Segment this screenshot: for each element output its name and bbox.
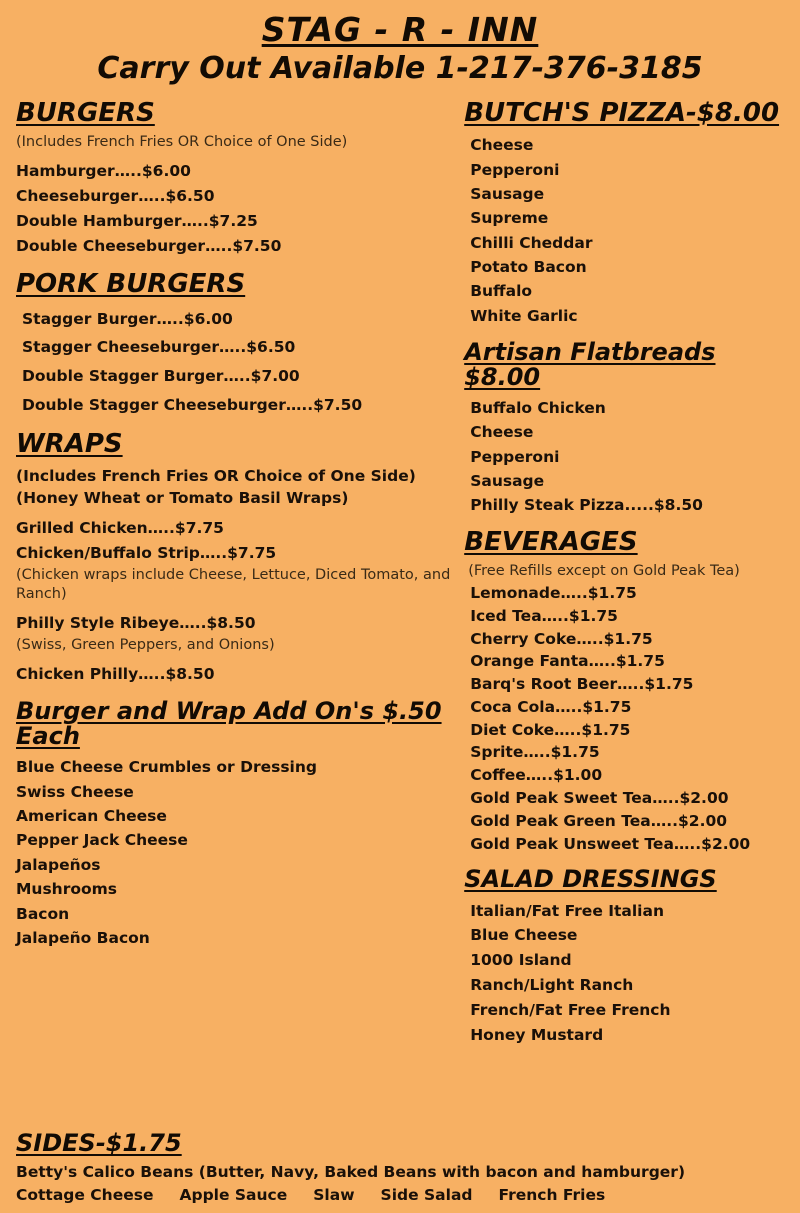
sides-section: [10, 1119, 790, 1207]
list-item: Buffalo: [470, 282, 533, 301]
list-item: Coffee…..$1.00: [470, 766, 603, 785]
list-item: French Fries: [498, 1185, 606, 1204]
list-item: Italian/Fat Free Italian: [470, 901, 664, 920]
wraps-list: [16, 516, 464, 566]
list-item: Stagger Cheeseburger…..$6.50: [22, 338, 296, 357]
list-item: Buffalo Chicken: [470, 399, 606, 418]
list-item: Sausage: [470, 184, 545, 203]
carry-out-subtitle: Carry Out Available 1-217-376-3185: [97, 51, 703, 86]
list-item: Jalapeños: [16, 855, 101, 874]
list-item: Cherry Coke…..$1.75: [470, 629, 653, 648]
menu-header: [10, 10, 790, 86]
add-ons-list: [16, 755, 464, 951]
section-heading-wraps: WRAPS: [16, 429, 123, 460]
burgers-list: [16, 159, 464, 259]
list-item: Diet Coke…..$1.75: [470, 720, 631, 739]
page-title: STAG - R - INN: [261, 10, 539, 49]
list-item: Swiss Cheese: [16, 782, 134, 801]
list-item: Honey Mustard: [470, 1025, 604, 1044]
section-heading-pork-burgers: PORK BURGERS: [16, 269, 246, 300]
burgers-note: (Includes French Fries OR Choice of One Side): [16, 134, 348, 151]
list-item: Double Stagger Cheeseburger…..$7.50: [22, 395, 363, 414]
list-item: Coca Cola…..$1.75: [470, 697, 632, 716]
list-item: Jalapeño Bacon: [16, 929, 150, 948]
list-item: American Cheese: [16, 806, 167, 825]
list-item: Blue Cheese Crumbles or Dressing: [16, 758, 317, 777]
list-item: Pepper Jack Cheese: [16, 831, 188, 850]
list-item: Gold Peak Green Tea…..$2.00: [470, 811, 728, 830]
list-item: Pepperoni: [470, 447, 560, 466]
section-heading-add-ons: Burger and Wrap Add On's $.50 Each: [16, 696, 442, 750]
salad-dressings-list: [464, 899, 790, 1048]
list-item: Cheese: [470, 423, 534, 442]
list-item: Cottage Cheese: [16, 1185, 154, 1204]
pork-burgers-list: [16, 305, 464, 420]
list-item: Double Cheeseburger…..$7.50: [16, 237, 282, 256]
menu-columns: [10, 92, 790, 1047]
right-column: [464, 92, 790, 1047]
list-item: Stagger Burger…..$6.00: [22, 309, 233, 328]
list-item: Supreme: [470, 209, 549, 228]
sides-row: [16, 1184, 790, 1207]
section-heading-burgers: BURGERS: [16, 98, 155, 128]
list-item: Chicken Philly…..$8.50: [16, 664, 215, 683]
section-heading-sides: SIDES-$1.75: [16, 1129, 182, 1158]
list-item: Philly Style Ribeye…..$8.50: [16, 613, 256, 632]
list-item: Gold Peak Unsweet Tea…..$2.00: [470, 834, 751, 853]
beverages-list: [464, 582, 790, 855]
list-item: Blue Cheese: [470, 926, 578, 945]
wraps-note-sides: (Includes French Fries OR Choice of One Side): [16, 466, 416, 485]
list-item: Barq's Root Beer…..$1.75: [470, 675, 694, 694]
list-item: Double Stagger Burger…..$7.00: [22, 366, 300, 385]
section-heading-salad-dressings: SALAD DRESSINGS: [464, 865, 717, 894]
section-heading-flatbreads: Artisan Flatbreads $8.00: [464, 337, 716, 392]
list-item: Bacon: [16, 904, 70, 923]
beverages-note: (Free Refills except on Gold Peak Tea): [468, 563, 740, 580]
list-item: French/Fat Free French: [470, 1000, 671, 1019]
list-item: Pepperoni: [470, 160, 560, 179]
list-item: Apple Sauce: [179, 1185, 288, 1204]
sides-calico-beans: Betty's Calico Beans (Butter, Navy, Baked Beans with bacon and hamburger): [16, 1162, 686, 1181]
list-item: Orange Fanta…..$1.75: [470, 652, 665, 671]
list-item: Iced Tea…..$1.75: [470, 606, 618, 625]
wraps-note-types: (Honey Wheat or Tomato Basil Wraps): [16, 489, 349, 508]
sides-list: [10, 1161, 790, 1208]
list-item: Double Hamburger…..$7.25: [16, 212, 258, 231]
list-item: Sausage: [470, 471, 545, 490]
list-item: Side Salad: [380, 1185, 473, 1204]
list-item: Hamburger…..$6.00: [16, 161, 191, 180]
list-item: Ranch/Light Ranch: [470, 975, 634, 994]
wraps-note-ribeye: (Swiss, Green Peppers, and Onions): [16, 636, 275, 653]
pizza-list: [464, 133, 790, 328]
list-item: Potato Bacon: [470, 257, 587, 276]
list-item: Slaw: [313, 1185, 355, 1204]
list-item: Lemonade…..$1.75: [470, 584, 637, 603]
section-heading-pizza: BUTCH'S PIZZA-$8.00: [464, 98, 780, 128]
list-item: Philly Steak Pizza.....$8.50: [470, 495, 703, 514]
list-item: Chilli Cheddar: [470, 233, 593, 252]
section-heading-beverages: BEVERAGES: [464, 527, 638, 558]
flatbreads-list: [464, 396, 790, 517]
list-item: Cheese: [470, 136, 534, 155]
wraps-note-chicken: (Chicken wraps include Cheese, Lettuce, Diced Tomato, and Ranch): [16, 566, 451, 603]
list-item: Chicken/Buffalo Strip…..$7.75: [16, 543, 277, 562]
list-item: Sprite…..$1.75: [470, 743, 600, 762]
list-item: Cheeseburger…..$6.50: [16, 186, 215, 205]
left-column: [10, 92, 464, 951]
list-item: White Garlic: [470, 306, 578, 325]
list-item: Grilled Chicken…..$7.75: [16, 518, 224, 537]
list-item: Mushrooms: [16, 880, 118, 899]
list-item: 1000 Island: [470, 951, 572, 970]
list-item: Gold Peak Sweet Tea…..$2.00: [470, 789, 729, 808]
